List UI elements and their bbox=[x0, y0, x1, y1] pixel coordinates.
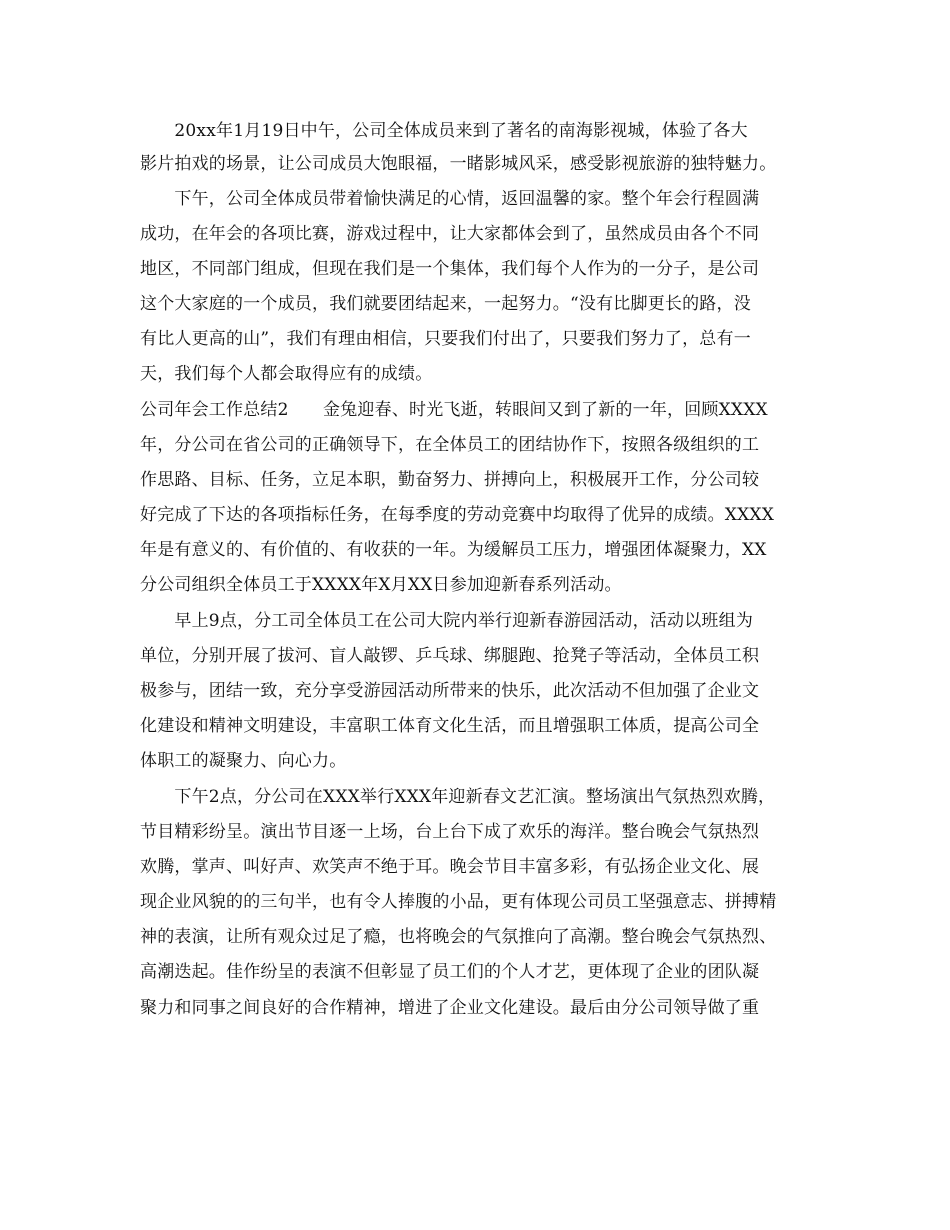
text-line: 天，我们每个人都会取得应有的成绩。 bbox=[140, 364, 433, 384]
text-line: 高潮迭起。佳作纷呈的表演不但彰显了员工们的个人才艺，更体现了企业的团队凝 bbox=[140, 962, 760, 982]
text-line: 这个大家庭的一个成员，我们就要团结起来，一起努力。“没有比脚更长的路，没 bbox=[140, 294, 751, 314]
text-line: 影片拍戏的场景，让公司成员大饱眼福，一睹影城风采，感受影视旅游的独特魅力。 bbox=[140, 154, 777, 174]
text-line: 现企业风貌的的三句半，也有令人捧腹的小品，更有体现公司员工坚强意志、拼搏精 bbox=[140, 892, 777, 912]
text-line: 化建设和精神文明建设，丰富职工体育文化生活，而且增强职工体质，提高公司全 bbox=[140, 716, 760, 736]
text-line: 聚力和同事之间良好的合作精神，增进了企业文化建设。最后由分公司领导做了重 bbox=[140, 998, 760, 1018]
text-line: 体职工的凝聚力、向心力。 bbox=[140, 751, 347, 771]
text-line: 节目精彩纷呈。演出节目逐一上场，台上台下成了欢乐的海洋。整台晚会气氛热烈 bbox=[140, 822, 760, 842]
text-line: 有比人更高的山”，我们有理由相信，只要我们付出了，只要我们努力了，总有一 bbox=[140, 329, 751, 349]
text-line: 年是有意义的、有价值的、有收获的一年。为缓解员工压力，增强团体凝聚力，XX bbox=[140, 540, 767, 560]
text-line: 下午，公司全体成员带着愉快满足的心情，返回温馨的家。整个年会行程圆满 bbox=[140, 189, 760, 209]
text-line: 好完成了下达的各项指标任务，在每季度的劳动竞赛中均取得了优异的成绩。XXXX bbox=[140, 505, 775, 525]
text-line: 欢腾，掌声、叫好声、欢笑声不绝于耳。晚会节目丰富多彩，有弘扬企业文化、展 bbox=[140, 857, 760, 877]
text-line: 下午2点，分公司在XXX举行XXX年迎新春文艺汇演。整场演出气氛热烈欢腾， bbox=[140, 787, 776, 807]
text-line: 分公司组织全体员工于XXXX年X月XX日参加迎新春系列活动。 bbox=[140, 575, 622, 595]
text-line: 早上9点，分工司全体员工在公司大院内举行迎新春游园活动，活动以班组为 bbox=[140, 611, 754, 631]
text-line: 20xx年1月19日中午，公司全体成员来到了著名的南海影视城，体验了各大 bbox=[140, 121, 748, 141]
text-line: 极参与，团结一致，充分享受游园活动所带来的快乐，此次活动不但加强了企业文 bbox=[140, 681, 760, 701]
text-line: 成功，在年会的各项比赛，游戏过程中，让大家都体会到了，虽然成员由各个不同 bbox=[140, 224, 760, 244]
text-line: 单位，分别开展了拔河、盲人敲锣、乒乓球、绑腿跑、抢凳子等活动，全体员工积 bbox=[140, 646, 760, 666]
text-line: 地区，不同部门组成，但现在我们是一个集体，我们每个人作为的一分子，是公司 bbox=[140, 259, 760, 279]
text-line: 作思路、目标、任务，立足本职，勤奋努力、拼搏向上，积极展开工作，分公司较 bbox=[140, 470, 760, 490]
text-line: 年，分公司在省公司的正确领导下，在全体员工的团结协作下，按照各级组织的工 bbox=[140, 435, 760, 455]
text-line: 神的表演，让所有观众过足了瘾，也将晚会的气氛推向了高潮。整台晚会气氛热烈、 bbox=[140, 927, 777, 947]
section-heading-line: 公司年会工作总结2 金兔迎春、时光飞逝，转眼间又到了新的一年，回顾XXXX bbox=[140, 400, 768, 420]
